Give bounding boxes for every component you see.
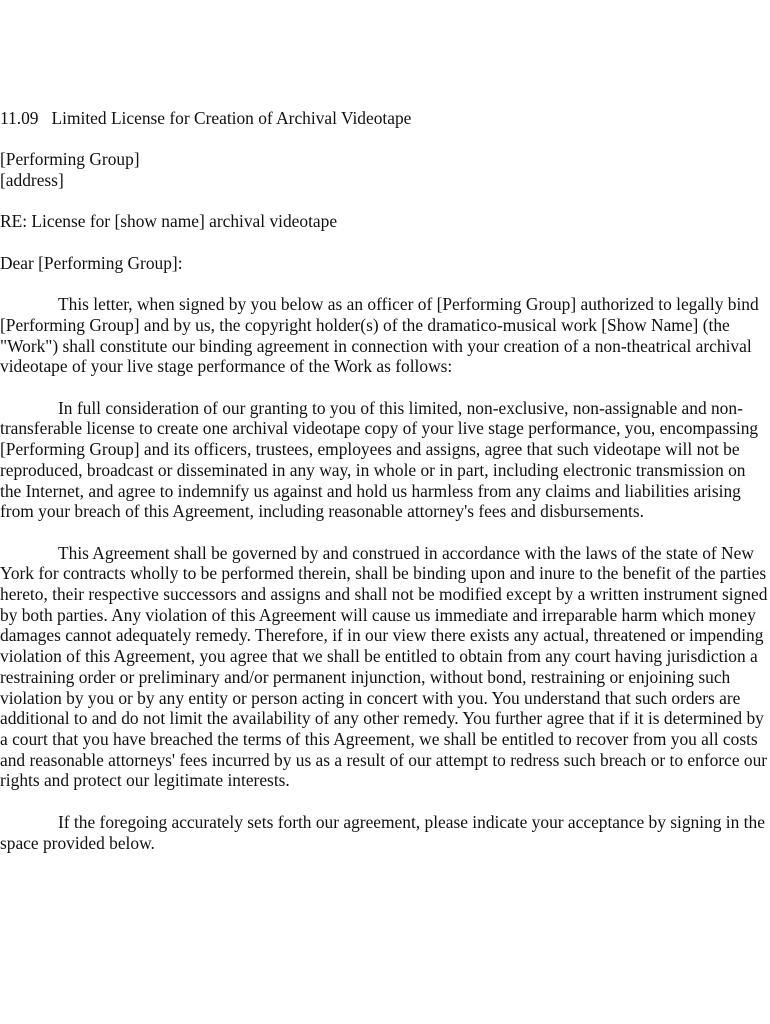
section-heading <box>0 108 770 129</box>
paragraph-license-terms: In full consideration of our granting to you of this limited, non-exclusive, non-assignable and non-transferable license to create one archival videotape copy of your live stage performance, you, encompassing [Performing Group] and its officers, trustees, employees and assigns, agree that such videotape will not be reproduced, broadcast or disseminated in any way, in whole or in part, including electronic transmission on the Internet, and agree to indemnify us against and hold us harmless from any claims and liabilities arising from your breach of this Agreement, including reasonable attorney's fees and disbursements. <box>0 397 759 522</box>
section-number: 11.09 <box>0 108 39 128</box>
paragraph-intro: This letter, when signed by you below as an officer of [Performing Group] authorized to legally bind [Performing Group] and by us, the copyright holder(s) of the dramatico-musical work [Show Name] (the "Work") shall constitute our binding agreement in connection with your creation of a non-theatrical archival videotape of your live stage performance of the Work as follows: <box>0 294 759 377</box>
letter-document <box>0 108 770 874</box>
address-block <box>0 149 770 190</box>
re-line: RE: License for [show name] archival videotape <box>0 211 338 232</box>
recipient-name: [Performing Group] <box>0 149 140 170</box>
salutation: Dear [Performing Group]: <box>0 252 183 273</box>
recipient-address: [address] <box>0 170 64 191</box>
section-title: Limited License for Creation of Archival Videotape <box>51 108 412 128</box>
paragraph-governing-law: This Agreement shall be governed by and construed in accordance with the laws of the state of New York for contracts wholly to be performed therein, shall be binding upon and inure to the benefit of the parties hereto, their respective successors and assigns and shall not be modified except by a written instrument signed by both parties. Any violation of this Agreement will cause us immediate and irreparable harm which money damages cannot adequately remedy. Therefore, if in our view there exists any actual, threatened or impending violation of this Agreement, you agree that we shall be entitled to obtain from any court having jurisdiction a restraining order or preliminary and/or permanent injunction, without bond, restraining or enjoining such violation by you or by any entity or person acting in concert with you. You understand that such orders are additional to and do not limit the availability of any other remedy. You further agree that if it is determined by a court that you have breached the terms of this Agreement, we shall be entitled to recover from you all costs and reasonable attorneys' fees incurred by us as a result of our attempt to redress such breach or to enforce our rights and protect our legitimate interests. <box>0 542 768 791</box>
paragraph-acceptance: If the foregoing accurately sets forth our agreement, please indicate your acceptance by signing in the space provided below. <box>0 811 765 853</box>
